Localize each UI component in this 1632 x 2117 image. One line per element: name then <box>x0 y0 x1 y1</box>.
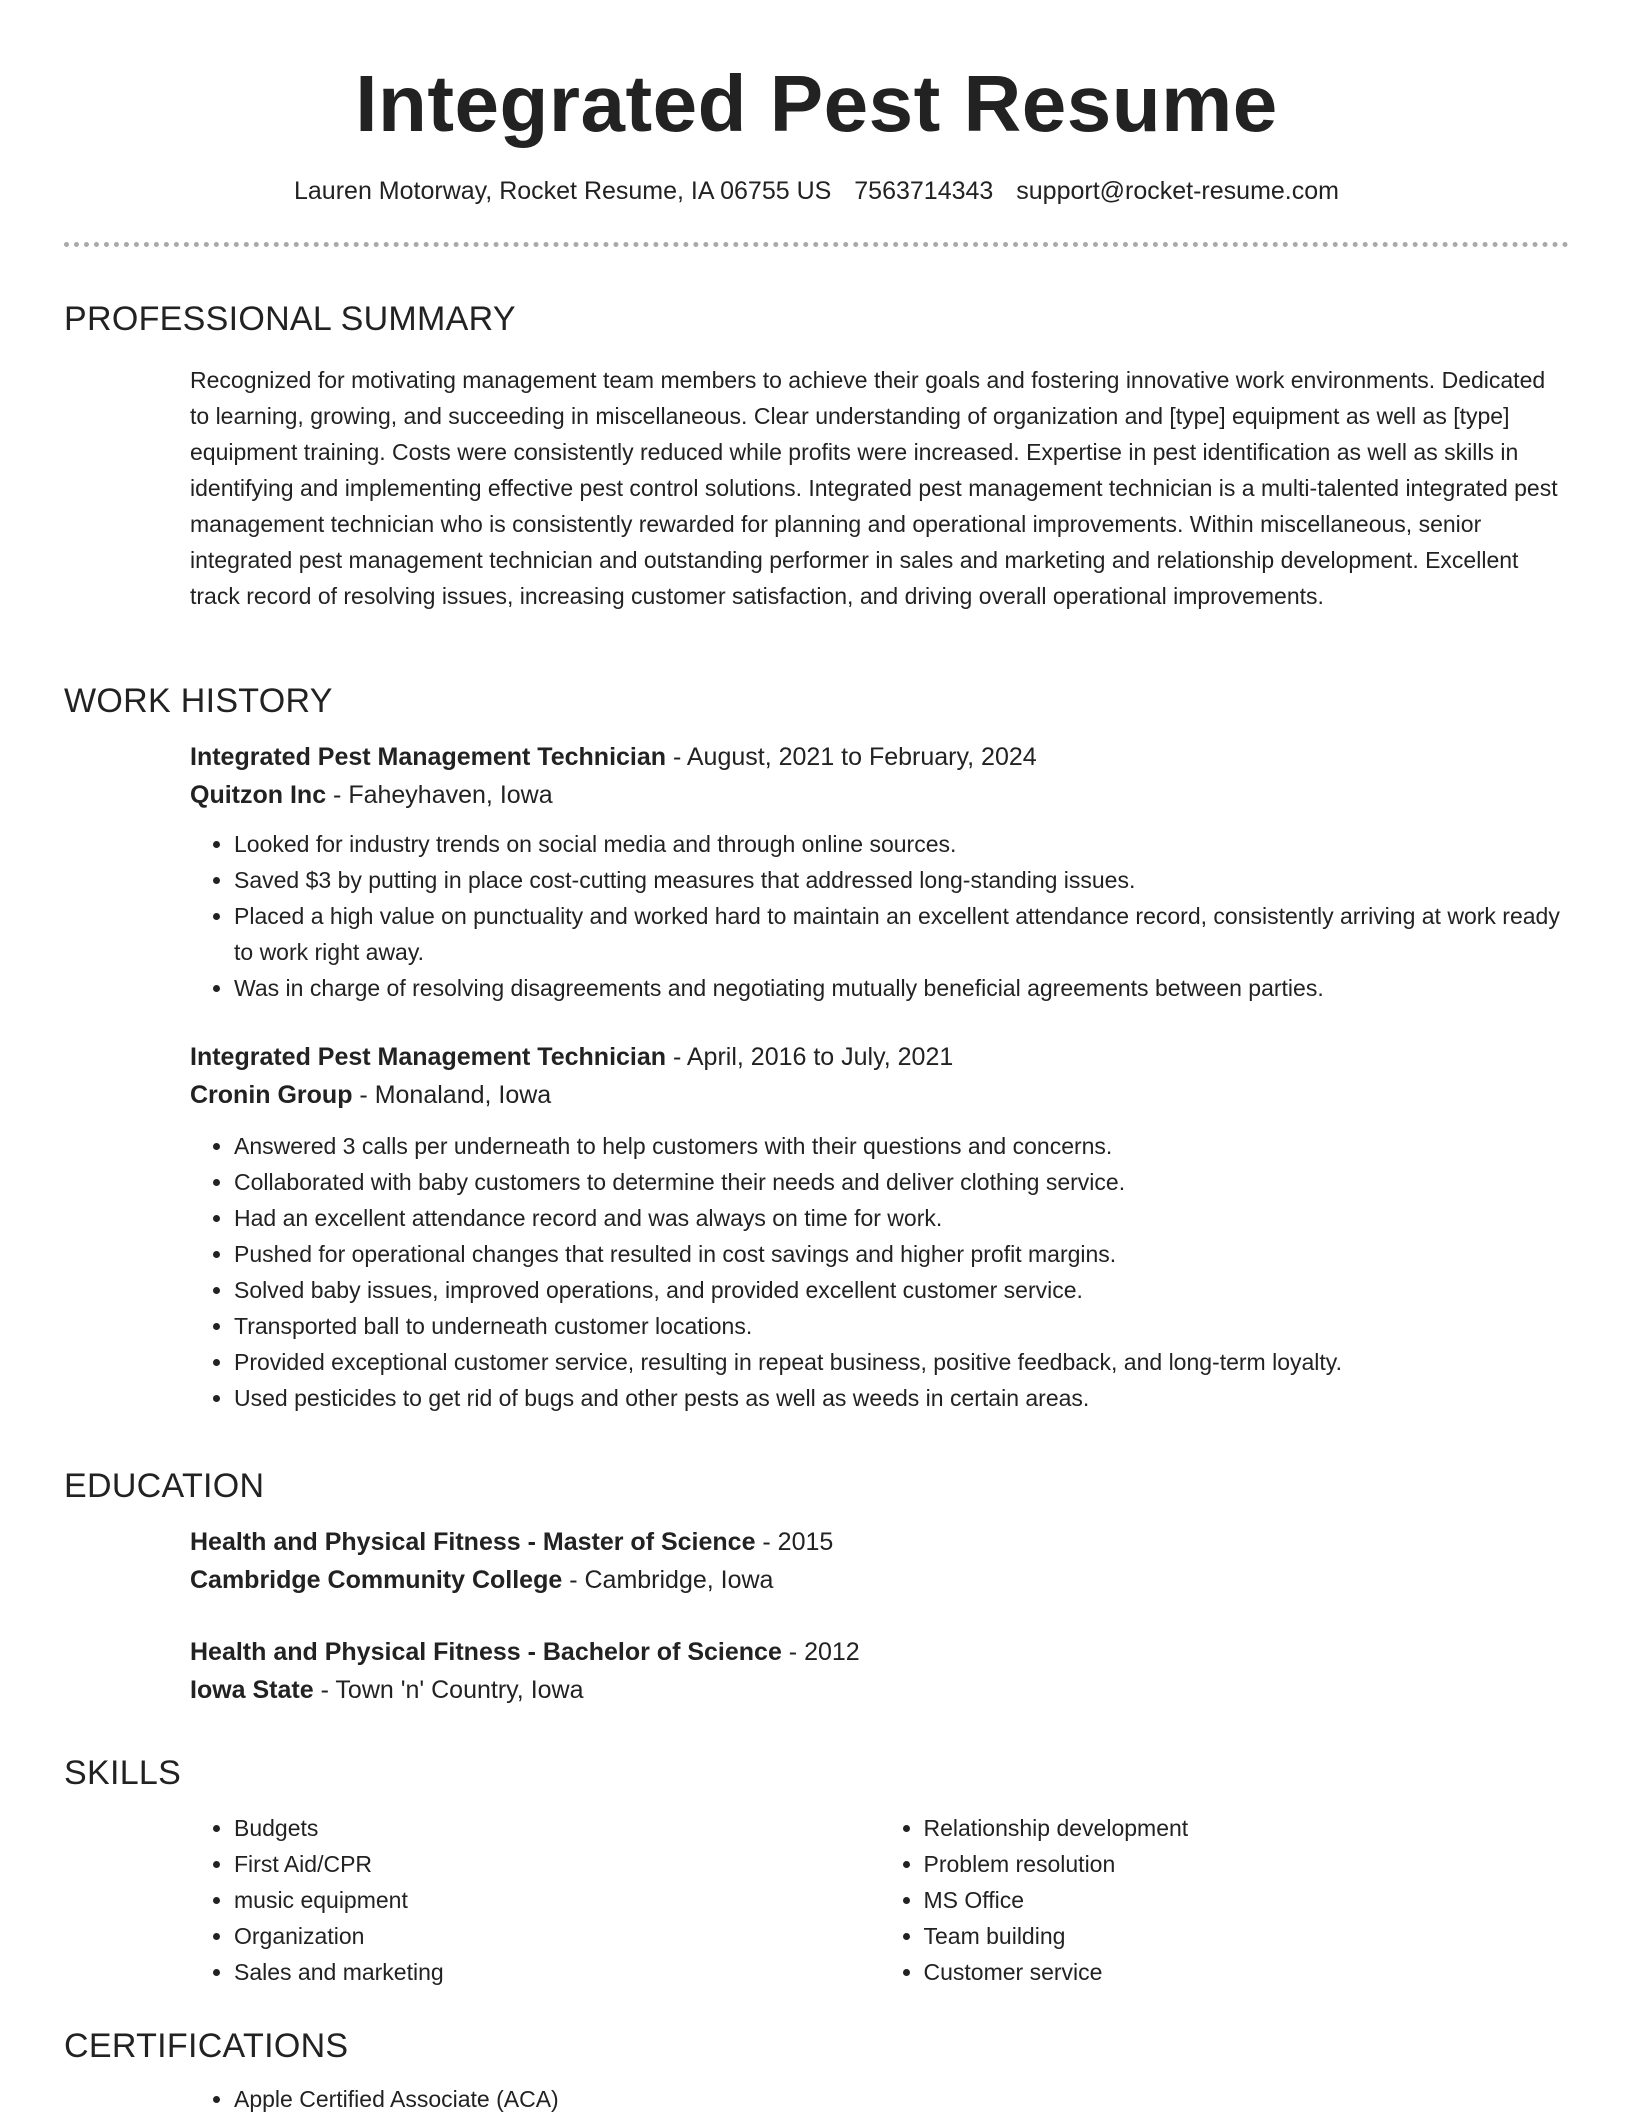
summary-section <box>64 298 1569 614</box>
job-company-line <box>190 776 1569 814</box>
skill-item: • music equipment <box>234 1882 880 1918</box>
job-dates: - April, 2016 to July, 2021 <box>666 1043 954 1071</box>
contact-address: Lauren Motorway, Rocket Resume, IA 06755 US <box>294 177 832 205</box>
job-entry <box>190 738 1569 1006</box>
contact-line <box>64 174 1569 208</box>
degree: Health and Physical Fitness - Bachelor of Science <box>190 1638 782 1666</box>
job-title: Integrated Pest Management Technician <box>190 1043 667 1071</box>
degree: Health and Physical Fitness - Master of Science <box>190 1528 756 1556</box>
skill-item: • Sales and marketing <box>234 1954 880 1990</box>
skill-item: • Relationship development <box>924 1810 1570 1846</box>
certifications-heading: CERTIFICATIONS <box>64 2027 349 2065</box>
list-item: • Provided exceptional customer service, resulting in repeat business, positive feedback, and long-term loyalty. <box>234 1344 1569 1380</box>
job-title-line <box>190 1038 1569 1076</box>
list-item: • Transported ball to underneath customer locations. <box>234 1308 1569 1344</box>
list-item: • Answered 3 calls per underneath to help customers with their questions and concerns. <box>234 1128 1569 1164</box>
skill-item: • MS Office <box>924 1882 1570 1918</box>
list-item: • Solved baby issues, improved operations, and provided excellent customer service. <box>234 1272 1569 1308</box>
job-bullets <box>190 1128 1569 1416</box>
list-item: • Had an excellent attendance record and was always on time for work. <box>234 1200 1569 1236</box>
school-location: - Town 'n' Country, Iowa <box>313 1676 584 1704</box>
work-section <box>64 680 1569 1416</box>
contact-email: support@rocket-resume.com <box>1016 177 1339 205</box>
certifications-section <box>64 2025 1569 2117</box>
skill-item: • Customer service <box>924 1954 1570 1990</box>
resume-title: Integrated Pest Resume <box>355 59 1278 148</box>
job-title: Integrated Pest Management Technician <box>190 743 667 771</box>
job-company: Cronin Group <box>190 1081 353 1109</box>
job-location: - Monaland, Iowa <box>352 1081 552 1109</box>
skill-item: • First Aid/CPR <box>234 1846 880 1882</box>
school-location: - Cambridge, Iowa <box>562 1566 774 1594</box>
list-item: • Looked for industry trends on social media and through online sources. <box>234 826 1569 862</box>
education-heading: EDUCATION <box>64 1467 265 1505</box>
education-section <box>64 1465 1569 1709</box>
job-title-line <box>190 738 1569 776</box>
skill-item: • Organization <box>234 1918 880 1954</box>
list-item: • Saved $3 by putting in place cost-cutting measures that addressed long-standing issues. <box>234 862 1569 898</box>
school-line <box>190 1561 1569 1599</box>
work-heading: WORK HISTORY <box>64 682 333 720</box>
education-entry <box>190 1523 1569 1599</box>
degree-line <box>190 1633 1569 1671</box>
skills-list-left <box>190 1810 880 1990</box>
list-item: • Used pesticides to get rid of bugs and other pests as well as weeds in certain areas. <box>234 1380 1569 1416</box>
summary-text: Recognized for motivating management team members to achieve their goals and fostering innovative work environments. Dedicated to learning, growing, and succeeding in miscellaneous. Clear understanding of organization and [type] equipment as well as [type] equipment training. Costs were consistently reduced while profits were increased. Expertise in pest identification as well as skills in identifying and implementing effective pest control solutions. Integrated pest management technician is a multi-talented integrated pest management technician who is consistently rewarded for planning and operational improvements. Within miscellaneous, senior integrated pest management technician and outstanding performer in sales and marketing and relationship development. Excellent track record of resolving issues, increasing customer satisfaction, and driving overall operational improvements. <box>190 367 1558 609</box>
skills-section <box>64 1752 1569 1990</box>
school: Iowa State <box>190 1676 314 1704</box>
skills-list-right <box>880 1810 1570 1990</box>
header-divider <box>64 242 1569 247</box>
certification-item: • Apple Certified Associate (ACA) <box>234 2081 1569 2117</box>
skill-item: • Team building <box>924 1918 1570 1954</box>
school: Cambridge Community College <box>190 1566 563 1594</box>
skills-heading: SKILLS <box>64 1754 182 1792</box>
school-line <box>190 1671 1569 1709</box>
job-company-line <box>190 1076 1569 1114</box>
list-item: • Was in charge of resolving disagreements and negotiating mutually beneficial agreements between parties. <box>234 970 1569 1006</box>
degree-year: - 2015 <box>755 1528 834 1556</box>
job-company: Quitzon Inc <box>190 781 327 809</box>
education-entry <box>190 1633 1569 1709</box>
list-item: • Pushed for operational changes that resulted in cost savings and higher profit margins. <box>234 1236 1569 1272</box>
resume-page <box>64 0 1569 2112</box>
degree-line <box>190 1523 1569 1561</box>
list-item: • Collaborated with baby customers to determine their needs and deliver clothing service. <box>234 1164 1569 1200</box>
skill-item: • Problem resolution <box>924 1846 1570 1882</box>
job-location: - Faheyhaven, Iowa <box>326 781 553 809</box>
job-entry <box>190 1038 1569 1416</box>
skill-item: • Budgets <box>234 1810 880 1846</box>
job-bullets <box>190 826 1569 1006</box>
skills-columns <box>190 1810 1569 1990</box>
contact-phone: 7563714343 <box>854 177 994 205</box>
summary-heading: PROFESSIONAL SUMMARY <box>64 300 516 338</box>
job-dates: - August, 2021 to February, 2024 <box>666 743 1037 771</box>
degree-year: - 2012 <box>781 1638 860 1666</box>
list-item: • Placed a high value on punctuality and worked hard to maintain an excellent attendance record, consistently arriving at work ready to work right away. <box>234 898 1569 970</box>
